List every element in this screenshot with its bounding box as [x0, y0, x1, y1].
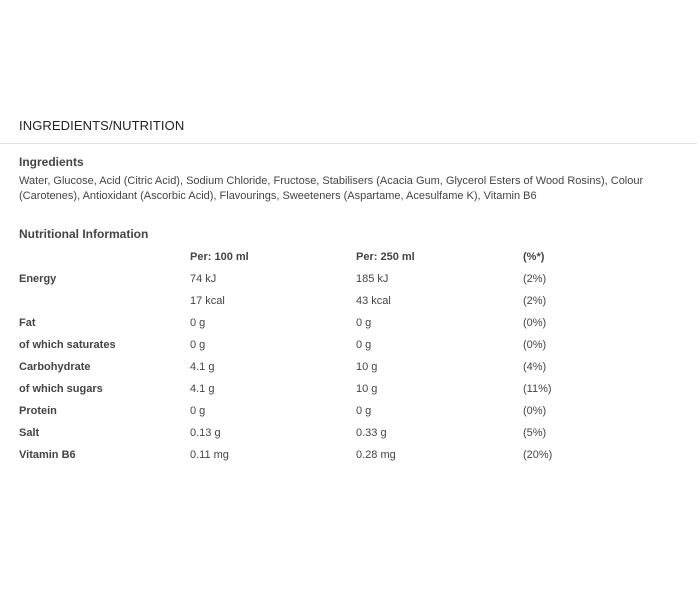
- value-per-100ml: 0.13 g: [190, 427, 221, 439]
- value-per-100ml: 0 g: [190, 405, 206, 417]
- value-per-100ml: 17 kcal: [190, 295, 225, 307]
- value-percent: (4%): [523, 361, 547, 373]
- value-per-100ml: 0.11 mg: [190, 449, 229, 461]
- value-per-250ml: 0.33 g: [356, 427, 387, 439]
- nutrient-name: Carbohydrate: [19, 361, 91, 373]
- table-row: [19, 312, 583, 334]
- ingredients-heading: Ingredients: [19, 155, 84, 169]
- nutrient-name: Energy: [19, 273, 57, 285]
- value-per-250ml: 43 kcal: [356, 295, 391, 307]
- value-per-100ml: 0 g: [190, 317, 206, 329]
- value-per-100ml: 0 g: [190, 339, 206, 351]
- section-title: INGREDIENTS/NUTRITION: [19, 118, 185, 133]
- value-percent: (0%): [523, 405, 547, 417]
- table-row: [19, 356, 583, 378]
- nutrition-header-row: [19, 246, 583, 268]
- table-row: [19, 290, 583, 312]
- table-row: [19, 378, 583, 400]
- value-per-250ml: 0 g: [356, 339, 372, 351]
- value-per-100ml: 4.1 g: [190, 361, 215, 373]
- value-per-250ml: 10 g: [356, 383, 378, 395]
- nutrient-name: Protein: [19, 405, 57, 417]
- table-row: [19, 268, 583, 290]
- value-per-250ml: 0.28 mg: [356, 449, 396, 461]
- value-per-250ml: 10 g: [356, 361, 378, 373]
- section-divider: [0, 143, 697, 144]
- value-percent: (20%): [523, 449, 553, 461]
- nutrient-name: [19, 290, 190, 312]
- table-row: [19, 444, 583, 466]
- value-percent: (0%): [523, 339, 547, 351]
- value-per-250ml: 185 kJ: [356, 273, 389, 285]
- table-row: [19, 400, 583, 422]
- header-per-100ml: Per: 100 ml: [190, 251, 249, 263]
- nutrient-name: of which saturates: [19, 339, 116, 351]
- table-row: [19, 334, 583, 356]
- value-percent: (0%): [523, 317, 547, 329]
- value-percent: (5%): [523, 427, 547, 439]
- ingredients-list: Water, Glucose, Acid (Citric Acid), Sodium Chloride, Fructose, Stabilisers (Acacia Gum, Glycerol Esters of Wood Rosins), Colour (Carotenes), Antioxidant (Ascorbic Acid), Flavourings, Sweeteners (Aspartame, Acesulfame K), Vitamin B6: [19, 175, 644, 202]
- value-percent: (11%): [523, 383, 552, 395]
- value-per-250ml: 0 g: [356, 317, 372, 329]
- table-row: [19, 422, 583, 444]
- nutrition-heading: Nutritional Information: [19, 227, 149, 241]
- header-percent: (%*): [523, 251, 545, 263]
- header-nutrient: [19, 246, 190, 268]
- value-per-250ml: 0 g: [356, 405, 372, 417]
- nutrient-name: Salt: [19, 427, 40, 439]
- value-percent: (2%): [523, 273, 547, 285]
- nutrition-table: [19, 246, 583, 466]
- nutrient-name: Vitamin B6: [19, 449, 76, 461]
- value-percent: (2%): [523, 295, 547, 307]
- value-per-100ml: 4.1 g: [190, 383, 215, 395]
- nutrient-name: of which sugars: [19, 383, 103, 395]
- value-per-100ml: 74 kJ: [190, 273, 217, 285]
- header-per-250ml: Per: 250 ml: [356, 251, 415, 263]
- nutrient-name: Fat: [19, 317, 36, 329]
